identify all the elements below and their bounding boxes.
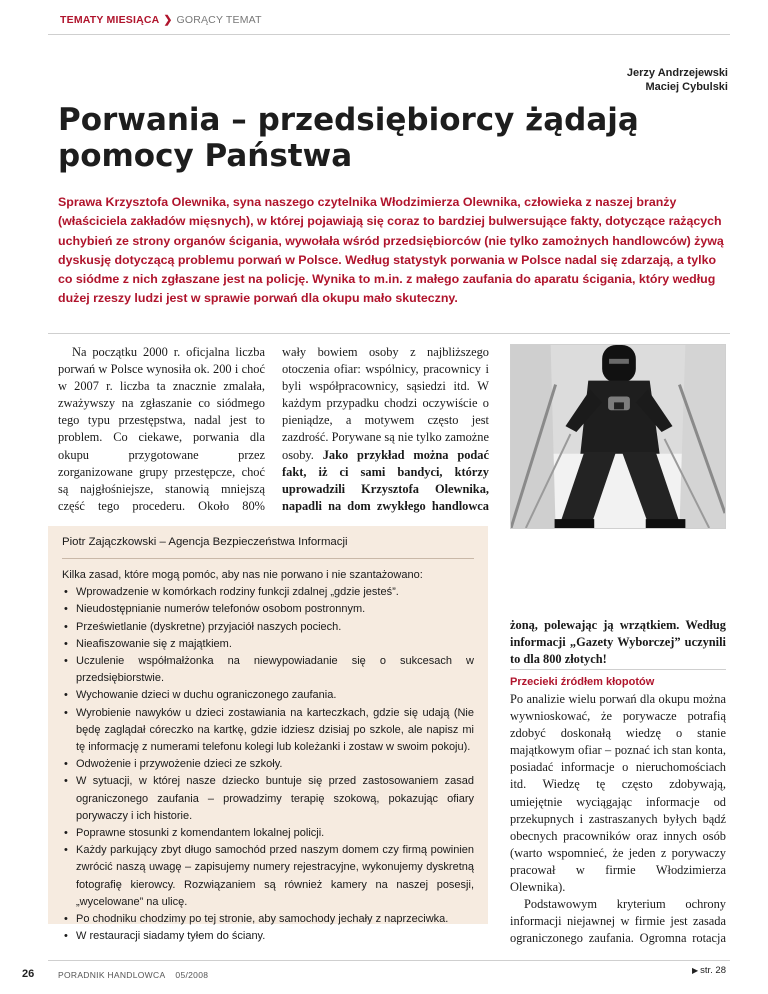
list-item: • Prześwietlanie (dyskretne) przyjaciół naszych pociech. xyxy=(62,619,474,636)
article-title: Porwania – przedsiębiorcy żądają pomocy Państwa xyxy=(58,102,639,174)
list-item: • Wprowadzenie w komórkach rodziny funkcji zdalnej „gdzie jesteś”. xyxy=(62,584,474,601)
authors-block xyxy=(627,66,728,94)
chevron-right-icon: ❯ xyxy=(163,14,173,26)
footer-publication xyxy=(58,970,208,980)
author-name: Maciej Cybulski xyxy=(645,81,728,93)
header-divider xyxy=(48,34,730,35)
masked-gunman-photo xyxy=(511,345,725,528)
list-item: • Odwożenie i przywożenie dzieci ze szkoły. xyxy=(62,756,474,773)
list-item: • Uczulenie współmałżonka na niewypowiadanie się o sukcesach w przedsiębiorstwie. xyxy=(62,653,474,687)
sidebar-intro: Kilka zasad, które mogą pomóc, aby nas nie porwano i nie szantażowano: xyxy=(62,569,423,581)
list-item: • Każdy parkujący zbyt długo samochód przed naszym domem czy firmą powinien zwrócić naszą uwagę – zapisujemy numery rejestracyjne, wykonujemy dyskretną fotografię kierowcy. Rozwiązaniem są również kamery na naszej posesji, „wycelowane” na ulicę. xyxy=(62,842,474,911)
lead-divider xyxy=(48,333,730,334)
section-label: TEMATY MIESIĄCA xyxy=(60,14,160,26)
list-item: • W restauracji siadamy tyłem do ściany. xyxy=(62,928,474,945)
article-column-2 xyxy=(282,344,489,514)
author-name: Jerzy Andrzejewski xyxy=(626,67,728,79)
paragraph-bold: Jako przykład można podać fakt, iż ci sami bandyci, którzy uprowadzili Krzysztofa Olewnika, napadli na dom zwykłego handlowca xyxy=(282,447,489,513)
paragraph: Po analizie wielu porwań dla okupu można wywnioskować, że porywacze potrafią zdobyć doskonałą wiedzę o stanie majątkowym ofiar – poznać ich stan konta, posiadać informacje o nieruchomościach itd. Wiedzę tę często zdobywają, umiejętnie wyciągając informacje od przekupnych i zastraszanych byłych bądź obecnych pracowników oraz innych osób (warto wspomnieć, że jeden z porywaczy pracował w firmie Włodzimierza Olewnika). xyxy=(510,692,726,895)
list-item: • Wychowanie dzieci w duchu ograniczonego zaufania. xyxy=(62,687,474,704)
sidebar-box xyxy=(48,526,488,943)
paragraph: Podstawowym kryterium ochrony informacji niejawnej w firmie jest zasada ograniczonego zaufania. Ogromna rotacja xyxy=(510,897,726,946)
subsection-label: GORĄCY TEMAT xyxy=(176,14,262,26)
article-column-3 xyxy=(510,691,726,947)
sidebar-divider xyxy=(62,558,474,559)
list-item: • Wyrobienie nawyków u dzieci zostawiania na karteczkach, gdzie się udają (Nie będę zaglądał córeczko na kartkę, gdzie idziesz dzisiaj po szkole, ale napisz mi tę informację z numerami telefonu kolegi lub koleżanki i zostaw w swoim pokoju). xyxy=(62,705,474,757)
continued-link[interactable] xyxy=(692,965,726,976)
article-column-3-top: żoną, polewając ją wrzątkiem. Według informacji „Gazety Wyborczej” uczynili to dla 800 złotych! xyxy=(510,618,726,667)
article-lead: Sprawa Krzysztofa Olewnika, syna naszego czytelnika Włodzimierza Olewnika, człowieka z naszej branży (właściciela zakładów mięsnych), w której pojawiają się coraz to bardziej bulwersujące fakty, dotyczące rażących uchybień ze strony organów ścigania, wywołała wśród przedsiębiorców (nie tylko zamożnych handlowców) żywą dyskusję dotyczącą problemu porwań w Polsce. Według statystyk porwania w Polsce nadal się zdarzają, a tylko co siódme z nich zgłaszane jest na policję. Wynika to m.in. z małego zaufania do aparatu ścigania, który według dużej rzeszy ludzi jest w sprawie porwań dla okupu mało skuteczny. xyxy=(58,195,724,306)
section-subheading: Przecieki źródłem kłopotów xyxy=(510,676,655,688)
list-item: • Nieafiszowanie się z majątkiem. xyxy=(62,636,474,653)
page-number: 26 xyxy=(22,968,35,980)
continued-label: str. 28 xyxy=(700,965,726,976)
paragraph: Na początku 2000 r. oficjalna liczba porwań w Polsce wynosiła ok. 200 i choć w 2007 r. liczba ta znacznie zmalała, zważywszy na zgłaszanie co siódmego tego typu przestępstwa, nadal jest to problem. Co ciekawe, porwania dla okupu przygotowane przez zorganizowane grupy przestępcze, choć są najgłośniejsze, stanowią mniejszą część tego procederu. Około 80% xyxy=(58,345,265,513)
article-photo xyxy=(510,344,726,529)
sidebar-heading: Piotr Zajączkowski – Agencja Bezpieczeństwa Informacji xyxy=(62,536,348,548)
list-item: • Poprawne stosunki z komendantem lokalnej policji. xyxy=(62,825,474,842)
footer-divider xyxy=(48,960,730,961)
article-column-1 xyxy=(58,344,265,514)
sidebar-body xyxy=(62,567,474,945)
issue-number: 05/2008 xyxy=(175,970,209,980)
tips-list xyxy=(62,584,474,945)
section-header xyxy=(60,14,262,26)
list-item: • Nieudostępnianie numerów telefonów osobom postronnym. xyxy=(62,601,474,618)
paragraph: wały bowiem osoby z najbliższego otoczenia ofiar: wspólnicy, pracownicy i byli współpracownicy, sąsiedzi itd. W każdym przypadku chodzi oczywiście o pieniądze, a motywem często jest zazdrość. Porywane są nie tylko zamożne osoby. xyxy=(282,345,489,462)
publication-name: PORADNIK HANDLOWCA xyxy=(58,970,166,980)
list-item: • Po chodniku chodzimy po tej stronie, aby samochody jechały z naprzeciwka. xyxy=(62,911,474,928)
column-3-divider xyxy=(510,669,726,670)
triangle-right-icon: ▶ xyxy=(691,966,699,975)
list-item: • W sytuacji, w której nasze dziecko buntuje się przed zastosowaniem zasad ograniczonego zaufania – prowadzimy terapię szokową, pokazując ofiary porywaczy i ich historie. xyxy=(62,773,474,825)
